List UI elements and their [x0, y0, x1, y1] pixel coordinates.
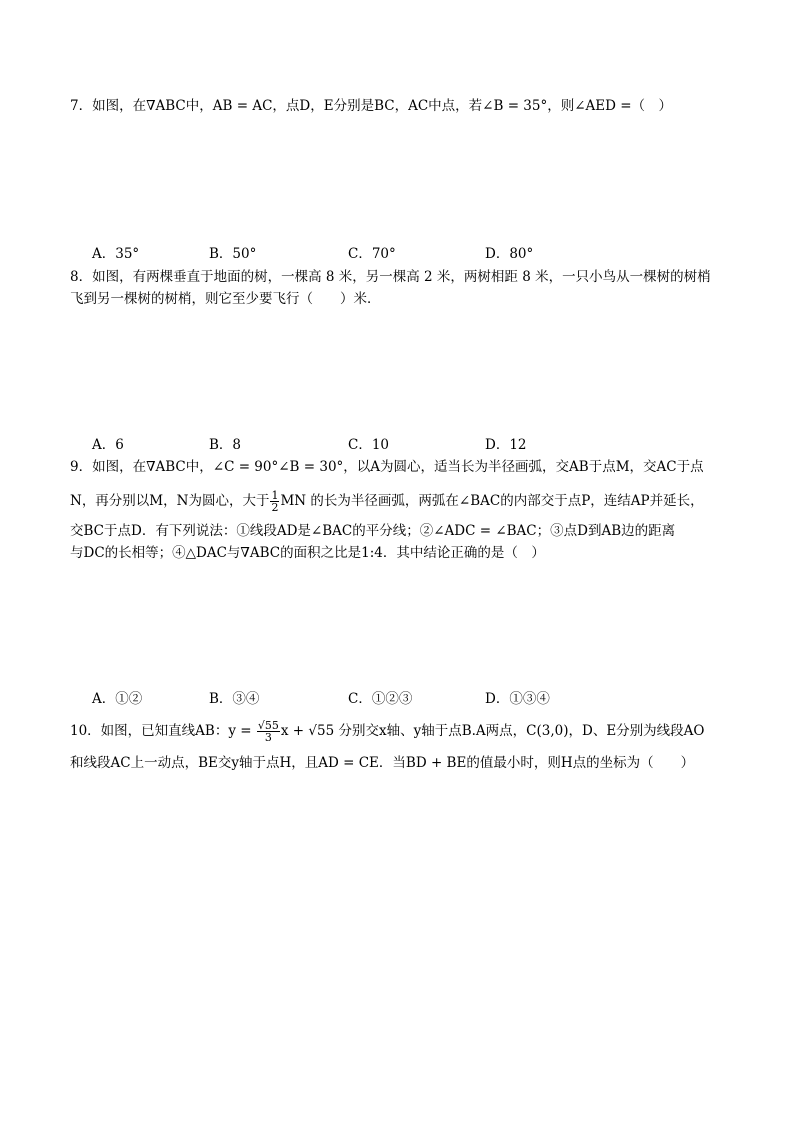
q9-option-c[interactable]: C．①②③	[348, 691, 413, 707]
q10-stem-line1-post: x + √55 分别交x轴、y轴于点B.A两点，C(3,0)，D、E分别为线段AO	[280, 723, 705, 739]
q8-option-d[interactable]: D．12	[485, 437, 527, 453]
q10-label-x: x	[270, 966, 278, 981]
q7-label-c: C	[267, 208, 278, 224]
q10-fraction-den: 3	[264, 731, 272, 744]
q8-stem-line1: 8．如图，有两棵垂直于地面的树，一棵高 8 米，另一棵高 2 米，两树相距 8 米，一只小鸟从一棵树的树梢	[70, 269, 711, 285]
q9-stem-line1: 9．如图，在∇ABC中，∠C = 90°∠B = 30°，以A为圆心，适当长为半径画弧，交AB于点M，交AC于点	[70, 459, 704, 475]
q10-fraction-num: √55	[257, 719, 279, 732]
q7-label-a: A	[178, 130, 189, 146]
q9-stem-line2-pre: N，再分别以M，N为圆心，大于	[70, 493, 270, 509]
q7-label-b: B	[88, 209, 99, 225]
q7-stem: 7．如图，在∇ABC中，AB = AC，点D，E分别是BC，AC中点，若∠B = 35°，则∠AED =（ ）	[70, 98, 673, 114]
q10-stem-line2: 和线段AC上一动点，BE交y轴于点H，且AD = CE．当BD + BE的值最小时，则H点的坐标为（ ）	[70, 755, 695, 771]
q10-label-b: B	[107, 966, 117, 981]
q7-option-a[interactable]: A．35°	[92, 246, 140, 262]
q9-option-a[interactable]: A．①②	[92, 691, 143, 707]
q9-option-b[interactable]: B．③④	[209, 691, 260, 707]
q10-label-d: D	[158, 868, 169, 883]
q9-label-d: D	[131, 664, 142, 679]
q8-option-c[interactable]: C．10	[348, 437, 390, 453]
q9-fraction-num: 1	[271, 489, 279, 502]
q10-label-y: y	[158, 782, 166, 797]
q7-option-c[interactable]: C．70°	[348, 246, 396, 262]
q9-label-a: A	[76, 571, 86, 586]
q10-label-o: O	[158, 967, 169, 982]
q9-fraction	[270, 490, 279, 513]
q9-label-b: B	[236, 656, 246, 671]
q8-label-height-big: 8	[72, 356, 81, 371]
q10-stem-line1	[70, 720, 730, 743]
q8-option-a[interactable]: A．6	[92, 437, 124, 453]
q10-label-e: E	[214, 911, 224, 926]
q9-stem-line2	[70, 490, 730, 513]
big-tree-icon	[82, 310, 118, 392]
q8-stem-line2: 飞到另一棵树的树梢，则它至少要飞行（ ）米．	[70, 291, 381, 307]
q7-label-e: E	[226, 163, 237, 179]
q10-fraction	[257, 720, 280, 743]
q10-stem-line1-pre: 10．如图，已知直线AB：y =	[70, 723, 256, 739]
q8-label-distance: 8	[134, 418, 142, 432]
q10-label-a: A	[175, 809, 185, 824]
q9-stem-line3: 交BC于点D．有下列说法：①线段AD是∠BAC的平分线；②∠ADC = ∠BAC；③点D到AB边的距离	[70, 523, 676, 539]
q9-label-p: P	[136, 634, 145, 649]
q7-option-b[interactable]: B．50°	[209, 246, 257, 262]
q8-option-b[interactable]: B．8	[209, 437, 242, 453]
q9-label-n: N	[78, 640, 90, 655]
q9-label-m: M	[154, 599, 168, 614]
q10-label-c: C	[224, 968, 234, 983]
q9-fraction-den: 2	[271, 501, 279, 514]
q9-stem-line4: 与DC的长相等；④△DAC与∇ABC的面积之比是1:4．其中结论正确的是（ ）	[70, 545, 545, 561]
q9-label-c: C	[77, 659, 87, 674]
q7-label-d: D	[175, 211, 187, 227]
q7-option-d[interactable]: D．80°	[485, 246, 534, 262]
q9-option-d[interactable]: D．①③④	[485, 691, 550, 707]
small-tree-icon	[194, 391, 202, 409]
q8-label-height-small: 2	[210, 397, 219, 412]
q10-label-h: H	[175, 936, 187, 951]
q9-stem-line2-post: MN 的长为半径画弧，两弧在∠BAC的内部交于点P，连结AP并延长，	[280, 493, 704, 509]
